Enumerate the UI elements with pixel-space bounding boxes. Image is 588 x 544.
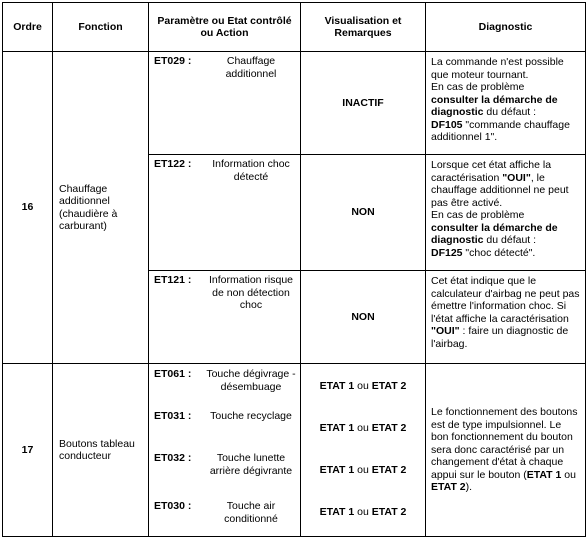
et029-desc: Chauffage additionnel: [225, 55, 277, 80]
et122-desc: Information choc détecté: [212, 158, 290, 183]
row-17-fonction-text: Boutons tableau conducteur: [59, 437, 135, 462]
vis-etat1: ETAT 1: [319, 464, 355, 476]
header-ordre: Ordre: [3, 3, 53, 52]
vis-etat1: ETAT 1: [319, 422, 355, 434]
row-16-ordre: 16: [3, 52, 53, 364]
et029-diag-desc: "commande chauffage additionnel 1".: [431, 118, 570, 143]
row-17-diag-text: Le fonctionnement des boutons est de type impulsionnel. Le bon fonctionnement du bouton sera donc caractérisé par un changement d'état à chaque appui sur le bouton (: [431, 406, 578, 481]
et121-vis: NON: [301, 271, 426, 364]
row-17-diag-etat2: ETAT 2: [431, 481, 466, 494]
et122-diag-bold: consulter la démarche de diagnostic: [431, 221, 558, 246]
et122-diag-line2: En cas de problème: [431, 209, 525, 221]
et121-diag-oui: "OUI": [431, 325, 460, 337]
row-17-params: [149, 364, 301, 537]
et121-diag-end: : faire un diagnostic de l'airbag.: [431, 325, 569, 350]
et029-diag-code: DF105: [431, 118, 463, 131]
row-17-vis: [301, 364, 426, 537]
et122-param: [149, 155, 301, 271]
et031-desc: Touche recyclage: [210, 410, 292, 422]
et029-vis: INACTIF: [301, 52, 426, 155]
et122-diag-code: DF125: [431, 246, 463, 259]
et032-desc: Touche lunette arrière dégivrante: [209, 452, 293, 477]
et031-code: ET031 :: [154, 410, 192, 422]
et122-diag: [426, 155, 586, 271]
et029-param: [149, 52, 301, 155]
row-17-ordre: 17: [3, 364, 53, 537]
vis-etat2: ETAT 2: [371, 506, 407, 518]
row-17-fonction: [53, 364, 149, 537]
row-16-fonction-text: Chauffage additionnel (chaudière à carburant): [59, 182, 118, 232]
et122-vis: NON: [301, 155, 426, 271]
et029-diag: [426, 52, 586, 155]
vis-ou: ou: [354, 464, 372, 476]
row-17: [3, 364, 586, 537]
et029-diag-bold: consulter la démarche de diagnostic: [431, 93, 558, 118]
row-16-et029: [3, 52, 586, 155]
diagnostic-table: [2, 2, 586, 537]
et122-diag-rest: du défaut :: [483, 234, 537, 246]
et121-diag: [426, 271, 586, 364]
et032-code: ET032 :: [154, 452, 192, 464]
et121-diag-line1: Cet état indique que le calculateur d'airbag ne peut pas émettre l'information choc. Si l'état affiche la caractérisation: [431, 275, 580, 325]
vis-etat2: ETAT 2: [371, 422, 407, 434]
header-parametre: Paramètre ou Etat contrôlé ou Action: [149, 3, 301, 52]
et030-code: ET030 :: [154, 500, 192, 512]
et030-desc: Touche air conditionné: [224, 500, 278, 525]
row-17-diag: [426, 364, 586, 537]
header-row: [3, 3, 586, 52]
vis-et032: [301, 464, 425, 506]
header-diagnostic: Diagnostic: [426, 3, 586, 52]
header-fonction: Fonction: [53, 3, 149, 52]
et121-param: [149, 271, 301, 364]
et121-code: ET121 :: [154, 274, 192, 286]
et029-diag-line2: En cas de problème: [431, 81, 525, 93]
header-visualisation: Visualisation et Remarques: [301, 3, 426, 52]
vis-et031: [301, 422, 425, 464]
row-17-diag-etat1: ETAT 1: [526, 468, 562, 481]
et029-code: ET029 :: [154, 55, 192, 67]
et061-code: ET061 :: [154, 368, 192, 380]
vis-et030: [301, 506, 425, 519]
et029-diag-rest: du défaut :: [483, 106, 537, 118]
et122-diag-line1-end: , le chauffage additionnel ne peut pas être activé.: [431, 171, 569, 209]
vis-etat1: ETAT 1: [319, 506, 355, 518]
et061-desc: Touche dégivrage - désembuage: [206, 368, 296, 393]
vis-et061: [301, 364, 425, 422]
vis-ou: ou: [354, 380, 372, 392]
vis-etat2: ETAT 2: [371, 380, 407, 392]
et122-code: ET122 :: [154, 158, 192, 170]
vis-etat2: ETAT 2: [371, 464, 407, 476]
et121-desc: Information risque de non détection choc: [208, 274, 294, 311]
row-16-fonction: [53, 52, 149, 364]
et122-diag-line1: Lorsque cet état affiche la caractérisation: [431, 159, 552, 184]
vis-etat1: ETAT 1: [319, 380, 355, 392]
vis-ou: ou: [354, 422, 372, 434]
et122-diag-desc: "choc détecté".: [462, 246, 536, 259]
row-17-diag-end: ).: [465, 481, 473, 494]
vis-ou: ou: [354, 506, 372, 518]
et029-diag-line1: La commande n'est possible que moteur tournant.: [431, 56, 564, 81]
et122-diag-oui: "OUI": [502, 171, 531, 184]
row-17-diag-ou: ou: [561, 468, 576, 481]
